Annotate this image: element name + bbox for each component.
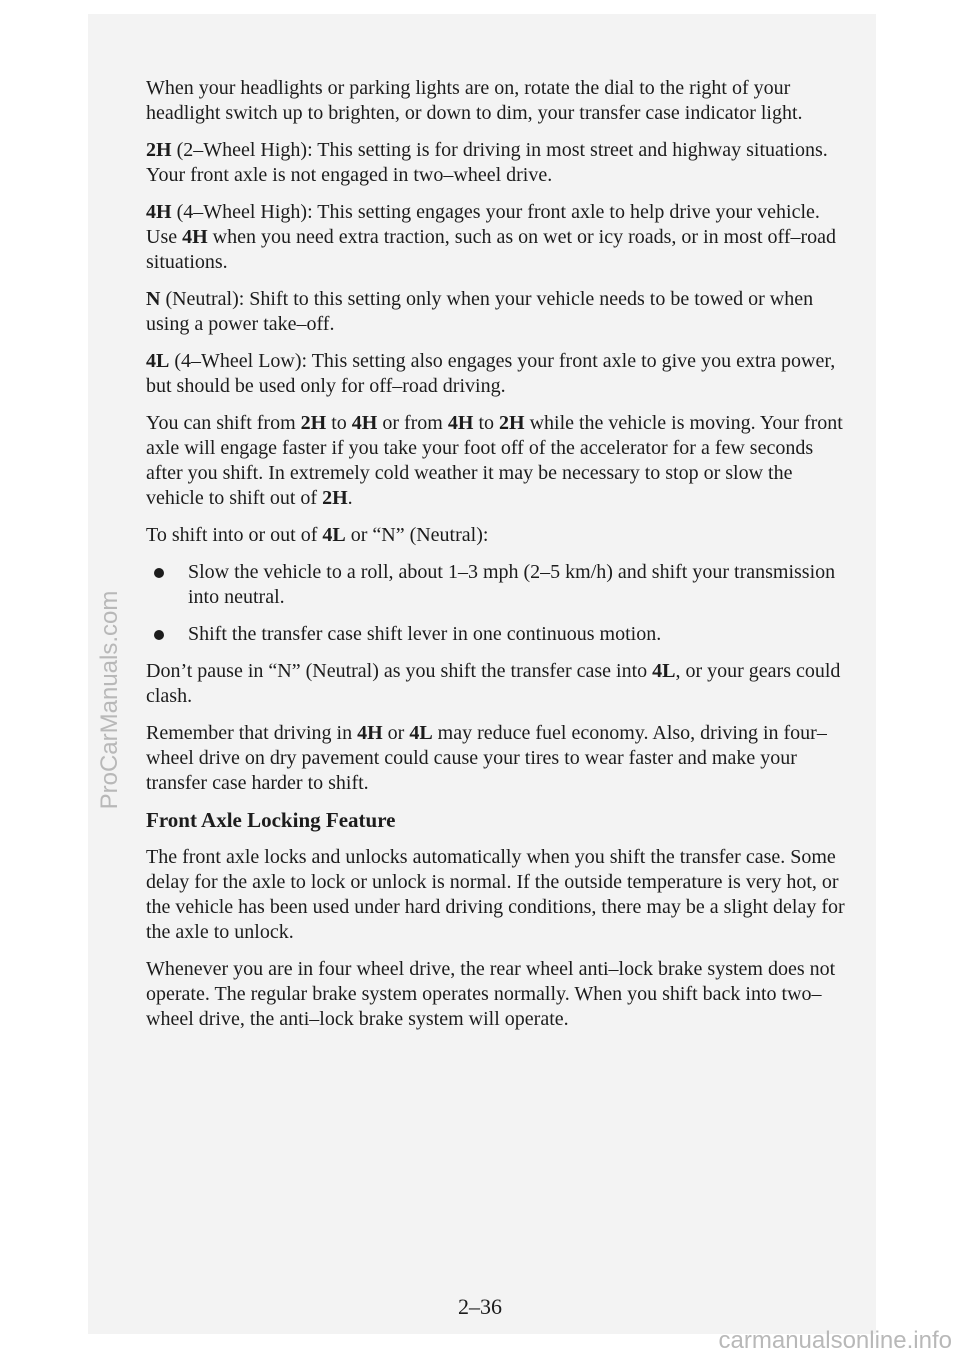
paragraph-shifting: You can shift from 2H to 4H or from 4H to 2H while the vehicle is moving. Your front axle will engage faster if you take your foot off of the accelerator for a few seconds after you shift. In extremely cold weather it may be necessary to stop or slow the vehicle to shift out of 2H. [146,412,843,509]
bullet-dot-icon [154,630,164,640]
paragraph-anti-lock: Whenever you are in four wheel drive, the rear wheel anti–lock brake system does not operate. The regular brake system operates normally. When you shift back into two–wheel drive, the anti–lock brake system will operate. [146,958,836,1030]
paragraph-axle-locking: The front axle locks and unlocks automatically when you shift the transfer case. Some delay for the axle to lock or unlock is normal. If the outside temperature is very hot, or the vehicle has been used under hard driving conditions, there may be a slight delay for the axle to unlock. [146,846,845,943]
paragraph-indicator-light: When your headlights or parking lights are on, rotate the dial to the right of your headlight switch up to brighten, or down to dim, your transfer case indicator light. [146,77,803,124]
paragraph-4l: 4L (4–Wheel Low): This setting also engages your front axle to give you extra power, but should be used only for off–road driving. [146,350,836,397]
bullet-item: Slow the vehicle to a roll, about 1–3 mph (2–5 km/h) and shift your transmission into neutral. [146,560,846,610]
paragraph-4h: 4H (4–Wheel High): This setting engages your front axle to help drive your vehicle. Use 4H when you need extra traction, such as on wet or icy roads, or in most off–road situations. [146,201,837,273]
bullet-dot-icon [154,568,164,578]
side-watermark: ProCarManuals.com [96,590,123,810]
page-content [146,76,846,1044]
paragraph-fuel-economy: Remember that driving in 4H or 4L may reduce fuel economy. Also, driving in four–wheel drive on dry pavement could cause your tires to wear faster and make your transfer case harder to shift. [146,722,827,794]
paragraph-dont-pause: Don’t pause in “N” (Neutral) as you shift the transfer case into 4L, or your gears could clash. [146,660,841,707]
paragraph-shift-4l-intro: To shift into or out of 4L or “N” (Neutral): [146,524,489,546]
footer-watermark: carmanualsonline.info [718,1327,952,1354]
paragraph-neutral: N (Neutral): Shift to this setting only when your vehicle needs to be towed or when using a power take–off. [146,288,814,335]
section-heading: Front Axle Locking Feature [146,808,396,832]
paragraph-2h: 2H (2–Wheel High): This setting is for driving in most street and highway situations. Your front axle is not engaged in two–wheel drive. [146,139,828,186]
page-number: 2–36 [458,1294,502,1319]
bullet-item: Shift the transfer case shift lever in one continuous motion. [146,622,846,647]
